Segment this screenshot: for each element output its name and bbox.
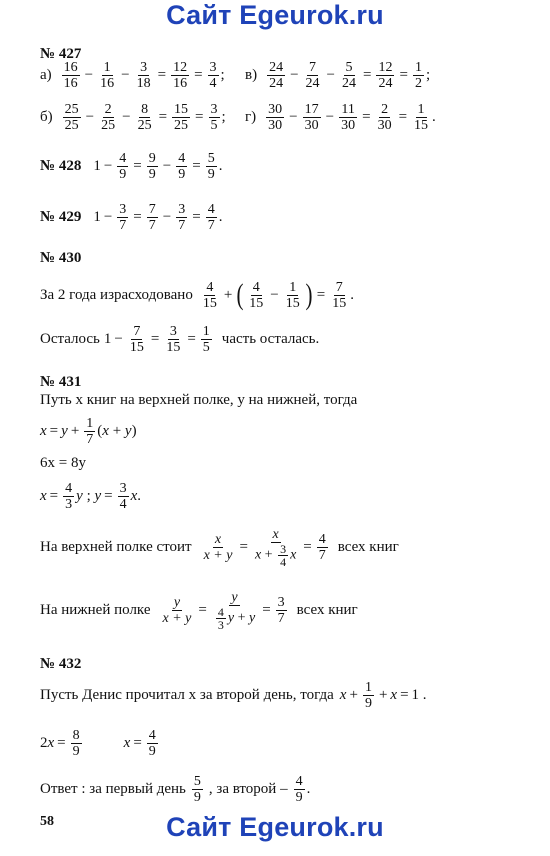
task-431-eq3: x = $\frac{4}{3}$ y ; y = $\frac{3}{4}$ x . [40,480,142,512]
task-431-title: № 431 [40,374,82,390]
task-431-eq2: 6x = 8y [40,455,86,471]
task-431-upper-text: На верхней полке стоит [40,539,192,555]
task-429: № 429 1 − $\frac{3}{7}$ = $\frac{7}{7}$ − $\frac{3}{7}$ = $\frac{4}{7}$ . [40,201,223,233]
task-427-title: № 427 [40,46,82,62]
page-number: 58 [40,814,54,829]
task-431-lower-tail: всех книг [296,602,358,618]
task-428: № 428 1 − $\frac{4}{9}$ = $\frac{9}{9}$ − $\frac{4}{9}$ = $\frac{5}{9}$ . [40,150,223,182]
task-427-a: а) $\frac{16}{16}$ − $\frac{1}{16}$ − $\frac{3}{18}$ = $\frac{12}{16}$ = $\frac{3}{4}$ ; [40,59,225,91]
task-431-lower-text: На нижней полке [40,602,151,618]
task-431-intro: Путь x книг на верхней полке, y на нижней, тогда [40,392,358,408]
task-432-answer-a: Ответ : за первый день [40,781,186,797]
task-430-line2: Осталось 1 − $\frac{7}{15}$ = $\frac{3}{15}$ = $\frac{1}{5}$ часть осталась. [40,323,320,355]
label-b: б) [40,109,53,125]
watermark-top: Сайт Egeurok.ru [166,0,384,30]
task-431-lower: На нижней полке $\frac{y}{x + y}$ = y $\frac{4}{3}$ y + y = $\frac{3}{7}$ всех книг [40,589,358,632]
task-432-eq: 2 x = $\frac{8}{9}$ x = $\frac{4}{9}$ [40,727,156,759]
label-g: г) [245,109,257,125]
task-430-line1: За 2 года израсходовано $\frac{4}{15}$ + ( $\frac{4}{15}$ − $\frac{1}{15}$ ) = $\frac{7}{15}$ . [40,278,354,311]
task-430-title: № 430 [40,250,82,266]
watermark-bottom: Сайт Egeurok.ru [166,812,384,842]
task-427-b: б) $\frac{25}{25}$ − $\frac{2}{25}$ − $\frac{8}{25}$ = $\frac{15}{25}$ = $\frac{3}{5}$ ; [40,101,226,133]
task-430-text2b: часть осталась. [221,331,320,347]
task-432-answer-b: , за второй – [208,781,288,797]
task-431-upper-tail: всех книг [337,539,399,555]
task-430-text1: За 2 года израсходовано [40,287,193,303]
task-429-title: № 429 [40,209,82,225]
task-427-g: г) $\frac{30}{30}$ − $\frac{17}{30}$ − $\frac{11}{30}$ = $\frac{2}{30}$ = $\frac{1}{15}$ . [245,101,436,133]
task-428-title: № 428 [40,158,82,174]
task-432-intro-text: Пусть Денис прочитал x за второй день, тогда [40,687,334,703]
task-432-answer: Ответ : за первый день $\frac{5}{9}$ , за второй – $\frac{4}{9}$ . [40,773,311,805]
label-a: а) [40,67,52,83]
task-432-title: № 432 [40,656,82,672]
task-431-upper: На верхней полке стоит $\frac{x}{x + y}$ = x x + $\frac{3}{4}$ x = $\frac{4}{7}$ всех книг [40,526,399,569]
label-v: в) [245,67,258,83]
task-432-intro: Пусть Денис прочитал x за второй день, тогда x + $\frac{1}{9}$ + x = 1 . [40,679,427,711]
task-431-eq1: x = y + $\frac{1}{7}$ ( x + y ) [40,415,137,447]
task-430-text2a: Осталось [40,331,100,347]
task-427-v: в) $\frac{24}{24}$ − $\frac{7}{24}$ − $\frac{5}{24}$ = $\frac{12}{24}$ = $\frac{1}{2}$ ; [245,59,431,91]
